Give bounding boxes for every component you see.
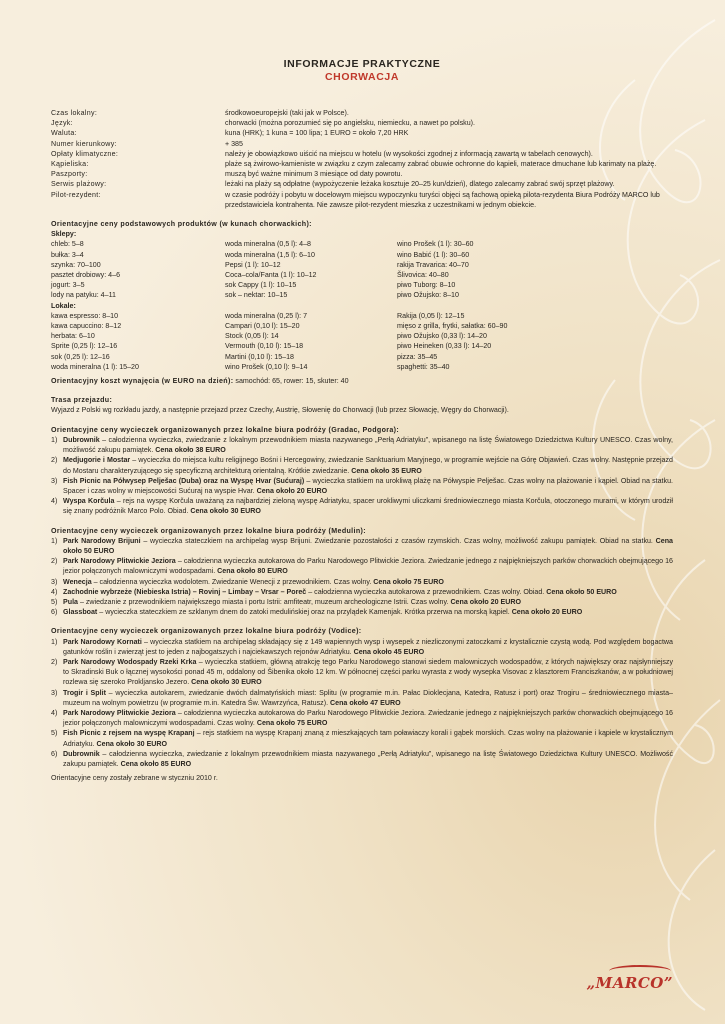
info-key: Język: [51,119,73,128]
shops-price-table [51,239,673,300]
excursion-number: 1) [51,536,58,545]
excursion-description: – wycieczka do miejsca kultu religijnego Bośni i Hercegowiny, zwiedzanie Sanktuarium Maryjnego, w programie wejście na Górę Objawień. Czas wolny. Następnie przejazd do Mostaru charakteryzującego się specyficzną architekturą orientalną. Krótkie zwiedzanie. [63,456,673,475]
price-cell: piwo Tuborg: 8–10 [397,281,456,290]
excursion-number: 4) [51,497,58,506]
excursion-price: Cena około 20 EURO [511,608,583,617]
info-key: Pilot-rezydent: [51,190,101,199]
excursion-item [51,708,673,728]
price-cell: Šlivovica: 40–80 [397,271,449,280]
excursion-name: Fish Picnic na Półwysep Pelješac (Duba) oraz na Wyspę Hvar (Sućuraj) [63,476,305,485]
excursion-item [51,556,673,576]
price-cell: piwo Heineken (0,33 l): 14–20 [397,342,492,351]
excursion-body [63,597,673,607]
excursion-item [51,577,673,587]
price-cell: sok (0,25 l): 12–16 [51,352,110,361]
price-cell: wino Babić (1 l): 30–60 [397,250,470,259]
local-label: Lokale: [51,301,76,310]
excursion-price: Cena około 30 EURO [96,739,168,748]
excursion-number: 6) [51,608,58,617]
price-cell: Stock (0,05 l): 14 [225,332,279,341]
info-key: Numer kierunkowy: [51,139,117,148]
info-value: chorwacki (można porozumieć się po angielsku, niemiecku, a nawet po polsku). [225,119,475,128]
info-value: leżaki na plaży są odpłatne (wypożyczenie leżaka kosztuje 20–25 kun/dzień), dlatego zalecamy zabrać swój sprzęt plażowy. [225,180,615,189]
excursion-body [63,728,673,748]
prices-heading: Orientacyjne ceny podstawowych produktów (w kunach chorwackich): [51,220,312,229]
excursion-item [51,587,673,597]
price-cell: bułka: 3–4 [51,250,84,259]
info-key: Paszporty: [51,170,88,179]
excursion-description: – wycieczka stateczkiem na archipelag wysp Brijuni. Zwiedzanie pozostałości z czasów rzymskich. Czas wolny, możliwość zakupu pamiątek. Obiad na statku. [140,536,656,545]
excursion-body [63,556,673,576]
excursion-number: 6) [51,749,58,758]
price-cell: pasztet drobiowy: 4–6 [51,271,121,280]
price-cell: Rakija (0,05 l): 12–15 [397,311,465,320]
excursion-name: Wenecja [63,577,92,586]
excursion-description: – wycieczka statkiem, główną atrakcję tego Parku Narodowego stanowi siedem malowniczych wodospadów, z których największy oraz najsłynniejszy to Skradinski Buk o łącznej wysokości ponad 45 m, oddalony od Šibenika około 12 km. W północnej części parku wyrasta z wody wysepka Visovac z klasztorem Franciszkanów, a w południowej rozlewa się szeroko Prokljansko Jezero. [63,657,673,687]
excursion-price: Cena około 20 EURO [450,597,521,606]
excursion-section-title: Orientacyjne ceny wycieczek organizowanych przez lokalne biura podróży (Medulin): [51,526,366,535]
excursion-price: Cena około 30 EURO [191,678,262,687]
excursion-list [51,435,673,517]
excursion-item [51,597,673,607]
excursion-body [63,749,673,769]
excursion-item [51,688,673,708]
price-cell: mięso z grilla, frytki, sałatka: 60–90 [397,322,508,331]
excursion-description: – całodzienna wycieczka autokarowa do Parku Narodowego Plitwickie Jeziora. Zwiedzanie jednego z najpiękniejszych parków chorwackich obejmującego 16 jezior połączonych malowniczymi wodospadami. [63,557,674,576]
excursion-item [51,728,673,748]
excursion-number: 2) [51,456,58,465]
excursion-section-title: Orientacyjne ceny wycieczek organizowanych przez lokalne biura podróży (Vodice): [51,627,362,636]
price-cell: Vermouth (0,10 l): 15–18 [225,342,304,351]
excursion-section-title: Orientacyjne ceny wycieczek organizowanych przez lokalne biura podróży (Gradac, Podgora): [51,425,400,434]
excursion-body [63,587,673,597]
excursion-price: Cena około 85 EURO [120,759,192,768]
excursion-price: Cena około 47 EURO [330,698,401,707]
excursion-number: 4) [51,587,58,596]
footer-note: Orientacyjne ceny zostały zebrane w styczniu 2010 r. [51,774,218,783]
excursion-name: Park Narodowy Plitwickie Jeziora [63,708,176,717]
info-key: Kąpieliska: [51,160,89,169]
excursion-price: Cena około 50 EURO [546,587,617,596]
route-text: Wyjazd z Polski wg rozkładu jazdy, a następnie przejazd przez Czechy, Austrię, Słowenię do Chorwacji (lub przez Słowację, Węgry do Chorwacji). [51,406,509,415]
excursion-name: Fish Picnic z rejsem na wyspę Krapanj [63,729,195,738]
info-value: należy je obowiązkowo uiścić na miejscu w hotelu (w wysokości zgodnej z informacją zawartą w tabelach cenowych). [225,149,593,158]
excursion-name: Park Narodowy Kornati [63,637,142,646]
info-key: Serwis plażowy: [51,180,107,189]
excursion-item [51,536,673,556]
rent-label: Orientacyjny koszt wynajęcia (w EURO na dzień): [51,377,234,386]
price-cell: Pepsi (1 l): 10–12 [225,260,281,269]
price-cell: lody na patyku: 4–11 [51,291,116,300]
excursion-item [51,607,673,617]
info-value: środkowoeuropejski (taki jak w Polsce). [225,109,349,117]
excursion-description: – zwiedzanie z przewodnikiem największego miasta i portu Istrii: amfiteatr, muzeum archeologiczne Istrii. Czas wolny. [77,597,451,606]
rent-text: samochód: 65, rower: 15, skuter: 40 [233,377,349,386]
info-key: Czas lokalny: [51,109,98,117]
excursion-name: Park Narodowy Brijuni [63,536,141,545]
info-value: muszą być ważne minimum 3 miesiące od daty powrotu. [225,170,403,179]
excursion-description: – całodzienna wycieczka autokarowa z przewodnikiem. Czas wolny. Obiad. [306,587,547,596]
info-value: plaże są żwirowo-kamieniste w związku z czym zalecamy zabrać obuwie ochronne do kąpieli, materace dmuchane lub karimaty na plażę. [225,160,657,169]
price-cell: Campari (0,10 l): 15–20 [225,322,300,331]
excursion-list [51,536,673,618]
excursion-number: 2) [51,557,58,566]
excursion-price: Cena około 80 EURO [217,567,288,576]
local-price-table [51,311,673,372]
excursion-description: – wycieczka autokarem, zwiedzanie dwóch dalmatyńskich miast: Splitu (w programie m.in. Pałac Dioklecjana, Katedra, Ratusz i port) oraz Trogiru – średniowiecznego miasta–muzeum na wolnym powietrzu (w programie m.in. Katedra Św. Wawrzyńca, Ratusz). [63,688,673,707]
price-cell: spaghetti: 35–40 [397,362,450,371]
excursion-number: 2) [51,657,58,666]
excursion-description: – całodzienna wycieczka wodolotem. Zwiedzanie Wenecji z przewodnikiem. Czas wolny. [91,577,374,586]
info-value: kuna (HRK); 1 kuna = 100 lipa; 1 EURO = około 7,20 HRK [225,129,409,138]
excursion-name: Glassboat [63,608,98,617]
excursion-body [63,607,673,617]
excursion-body [63,637,673,657]
excursion-description: – rejs statkiem na wyspę Krapanj znaną z mieszkających tam poławiaczy korali i gąbek morskich. Czas wolny na plażowanie i kąpiele w krystalicznym Adriatyku. [63,729,673,748]
excursion-price: Cena około 75 EURO [373,577,444,586]
price-cell: chleb: 5–8 [51,240,84,249]
excursion-price: Cena około 50 EURO [63,536,673,555]
price-cell: wino Prošek (0,10 l): 9–14 [225,362,308,371]
excursion-list [51,637,673,770]
excursion-price: Cena około 45 EURO [353,647,425,656]
excursion-name: Dubrownik [63,749,100,758]
price-cell: woda mineralna (1,5 l): 6–10 [225,250,315,259]
excursion-name: Pula [63,597,78,606]
excursion-price: Cena około 75 EURO [256,719,328,728]
price-cell: pizza: 35–45 [397,352,438,361]
excursion-description: – rejs na wyspę Korčula uważaną za najbardziej zieloną wyspę Adriatyku, spacer urokliwymi uliczkami średniowiecznego miasta Korčula, otoczonego murami, w którym urodził się znany podróżnik Marco Polo. Obiad. [63,497,673,516]
excursion-description: – całodzienna wycieczka, zwiedzanie z lokalnym przewodnikiem miasta nazywanego „Perłą Adriatyku”, wpisanego na listę Światowego Dziedzictwa Kultury UNESCO. Czas wolny, możliwość zakupu pamiątek. [63,435,673,455]
price-cell: piwo Ožujsko (0,33 l): 14–20 [397,332,487,341]
excursion-body [63,476,673,496]
excursion-name: Wyspa Korčula [63,497,115,506]
excursion-description: – wycieczka stateczkiem ze szklanym dnem do zatoki medulińskiej oraz na przylądek Kamenjak. Krótka przerwa na morską kąpiel. [97,608,512,617]
excursion-name: Dubrownik [63,435,100,444]
price-cell: herbata: 6–10 [51,332,95,341]
excursion-number: 1) [51,435,58,444]
excursion-number: 1) [51,637,58,646]
price-cell: woda mineralna (0,25 l): 7 [225,311,308,320]
excursion-price: Cena około 20 EURO [256,486,328,495]
page-title: INFORMACJE PRAKTYCZNE [283,58,441,70]
excursion-body [63,577,673,587]
excursion-body [63,435,673,455]
excursion-price: Cena około 35 EURO [351,466,422,475]
excursion-body [63,708,673,728]
excursion-description: – wycieczka statkiem na urokliwą plażę na Półwyspie Pelješac. Czas wolny na plażowanie i kąpiel. Obiad na statku. Spacer i czas wolny w miejscowości Sućuraj na wyspie Hvar. [63,476,673,495]
price-cell: Sprite (0,25 l): 12–16 [51,342,118,351]
route-heading: Trasa przejazdu: [51,396,113,405]
excursions [51,416,673,770]
price-cell: jogurt: 3–5 [51,281,85,290]
document-content [51,58,673,783]
excursion-number: 5) [51,729,58,738]
marco-logo: „MARCO” [586,974,673,992]
price-cell: sok Cappy (1 l): 10–15 [225,281,297,290]
page-subtitle: CHORWACJA [324,71,400,83]
excursion-name: Park Narodowy Plitwickie Jeziora [63,557,176,566]
info-key: Waluta: [51,129,77,138]
price-cell: Coca–cola/Fanta (1 l): 10–12 [225,271,317,280]
excursion-number: 4) [51,708,58,717]
excursion-item [51,435,673,455]
excursion-name: Trogir i Split [63,688,106,697]
price-cell: Martini (0,10 l): 15–18 [225,352,295,361]
excursion-item [51,749,673,769]
excursion-item [51,476,673,496]
excursion-description: – całodzienna wycieczka autokarowa do Parku Narodowego Plitwickie Jeziora. Zwiedzanie jednego z najpiękniejszych parków chorwackich obejmującego 16 jezior połączonych malowniczymi wodospadami. Czas wolny. [63,708,674,728]
excursion-item [51,455,673,475]
excursion-number: 3) [51,577,58,586]
excursion-number: 3) [51,476,58,485]
excursion-name: Park Narodowy Wodospady Rzeki Krka [63,657,197,666]
price-cell: kawa espresso: 8–10 [51,311,119,320]
excursion-price: Cena około 38 EURO [155,446,226,455]
price-cell: sok – nektar: 10–15 [225,291,288,300]
rent-cost [51,376,673,386]
excursion-description: – całodzienna wycieczka, zwiedzanie z lokalnym przewodnikiem miasta nazywanego „Perłą Adriatyku”, wpisanego na listę Światowego Dziedzictwa Kultury UNESCO. Możliwość zakupu pamiątek. [63,749,673,768]
price-cell: szynka: 70–100 [51,260,101,269]
excursion-item [51,637,673,657]
excursion-number: 3) [51,688,58,697]
info-key: Opłaty klimatyczne: [51,149,119,158]
excursion-number: 5) [51,597,58,606]
shops-label: Sklepy: [51,230,77,239]
excursion-name: Medjugorie i Mostar [63,456,131,465]
excursion-item [51,657,673,688]
excursion-item [51,496,673,516]
excursion-body [63,536,673,556]
info-value: + 385 [225,139,243,148]
price-cell: wino Prošek (1 l): 30–60 [397,240,474,249]
price-cell: kawa capuccino: 8–12 [51,322,122,331]
excursion-description: – wycieczka statkiem na archipelag składający się z 149 wapiennych wysp i wysepek z niezliczonymi zatoczkami z krystalicznie czystą wodą. Pod względem bogactwa gatunków roślin i zwierząt jest to jeden z najbogatszych i najciekawszych rejonów Adriatyku. [63,637,673,656]
excursion-body [63,455,673,475]
price-cell: woda mineralna (1 l): 15–20 [51,362,139,371]
excursion-body [63,496,673,516]
info-value: w czasie podróży i pobytu w docelowym miejscu wypoczynku turyści objęci są fachową opieką pilota-rezydenta Biura Podróży MARCO lub przedstawiciela kontrahenta. Nie zawsze pilot-rezydent mieszka z uczestnikami w jednym obiekcie. [225,190,660,209]
price-cell: woda mineralna (0,5 l): 4–8 [225,240,311,249]
excursion-body [63,657,673,688]
excursion-name: Zachodnie wybrzeże (Niebieska Istria) – Rovinj – Limbay – Vrsar – Poreč [63,587,307,596]
excursion-body [63,688,673,708]
excursion-price: Cena około 30 EURO [190,507,261,516]
price-cell: rakija Travarica: 40–70 [397,260,469,269]
price-cell: piwo Ožujsko: 8–10 [397,291,459,300]
info-table [51,108,673,210]
